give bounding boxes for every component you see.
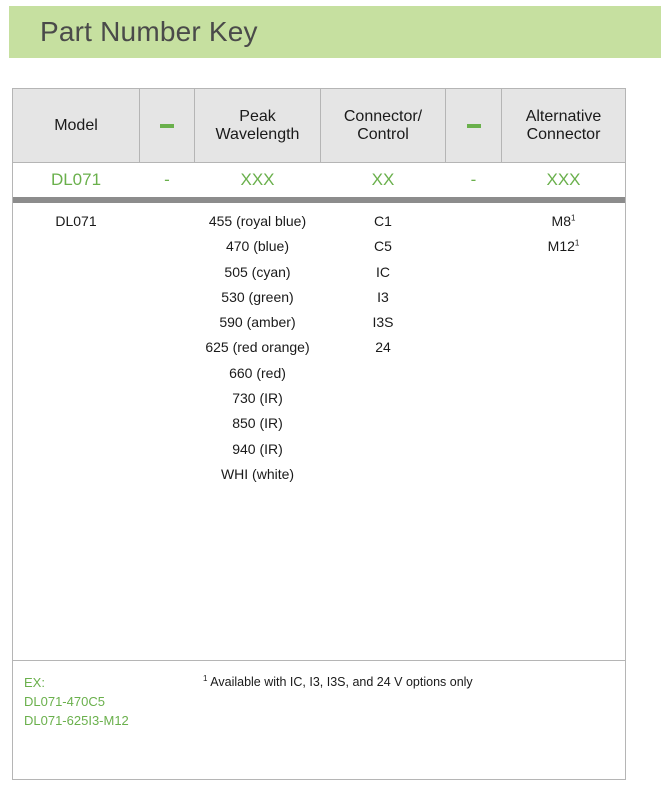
examples-block [24, 673, 129, 730]
footer-divider [13, 660, 625, 661]
code-wavelength: XXX [240, 170, 275, 189]
example-part-number: DL071-470C5 [24, 694, 105, 709]
code-dash-1: - [164, 170, 170, 189]
wavelength-option: 660 (red) [229, 364, 286, 381]
footnote [203, 673, 473, 692]
footnote-marker: 1 [571, 213, 576, 223]
header-connector-line1: Connector/ [343, 107, 423, 125]
wavelength-option: 590 (amber) [219, 314, 296, 331]
part-code-row [13, 163, 625, 197]
footnote-marker: 1 [203, 673, 208, 683]
connector-options-column [321, 209, 445, 361]
wavelength-option: 730 (IR) [232, 390, 283, 407]
header-alternative-connector [502, 89, 625, 162]
alternative-option [502, 209, 625, 234]
header-peak-line1: Peak [239, 107, 276, 125]
code-model: DL071 [50, 170, 102, 189]
footnote-marker: 1 [574, 238, 580, 248]
wavelength-options-column [195, 209, 320, 487]
header-model-label: Model [54, 116, 98, 134]
dash-separator-icon [160, 124, 174, 128]
wavelength-option: 505 (cyan) [224, 263, 291, 280]
wavelength-option: 625 (red orange) [205, 339, 310, 356]
alternative-option-label: M8 [551, 213, 571, 229]
alternative-options-column [502, 209, 625, 260]
examples-label: EX: [24, 675, 45, 690]
part-number-table [12, 88, 626, 780]
dash-separator-icon [467, 124, 481, 128]
footnote-text: Available with IC, I3, I3S, and 24 V options only [210, 675, 473, 689]
alternative-option [502, 234, 625, 259]
header-alt-line1: Alternative [525, 107, 602, 125]
header-separator-dash-1 [140, 89, 194, 162]
model-option: DL071 [55, 213, 97, 229]
section-divider [13, 197, 625, 203]
connector-option: I3S [372, 314, 394, 331]
header-connector-control [321, 89, 445, 162]
connector-option: C1 [374, 213, 392, 229]
header-peak-line2: Wavelength [215, 125, 300, 143]
code-alternative: XXX [546, 170, 581, 189]
code-connector: XX [371, 170, 395, 189]
header-model [13, 89, 139, 162]
title-banner [9, 6, 661, 58]
wavelength-option: 455 (royal blue) [208, 213, 307, 229]
model-options-column [13, 209, 139, 234]
alternative-option-label: M12 [547, 238, 575, 255]
wavelength-option: 850 (IR) [232, 415, 283, 432]
connector-option: I3 [377, 288, 389, 305]
connector-option: IC [376, 263, 390, 280]
wavelength-option: 530 (green) [221, 288, 294, 305]
wavelength-option: 940 (IR) [232, 440, 283, 457]
example-part-number: DL071-625I3-M12 [24, 713, 129, 728]
connector-option: 24 [375, 339, 391, 356]
connector-option: C5 [374, 238, 392, 255]
wavelength-option: WHI (white) [220, 465, 295, 482]
page-title: Part Number Key [40, 16, 258, 47]
header-alt-line2: Connector [526, 125, 601, 143]
table-header-row [13, 89, 625, 163]
wavelength-option: 470 (blue) [225, 238, 290, 255]
header-connector-line2: Control [357, 125, 409, 143]
header-peak-wavelength [195, 89, 320, 162]
code-dash-2: - [470, 170, 477, 189]
header-separator-dash-2 [446, 89, 501, 162]
